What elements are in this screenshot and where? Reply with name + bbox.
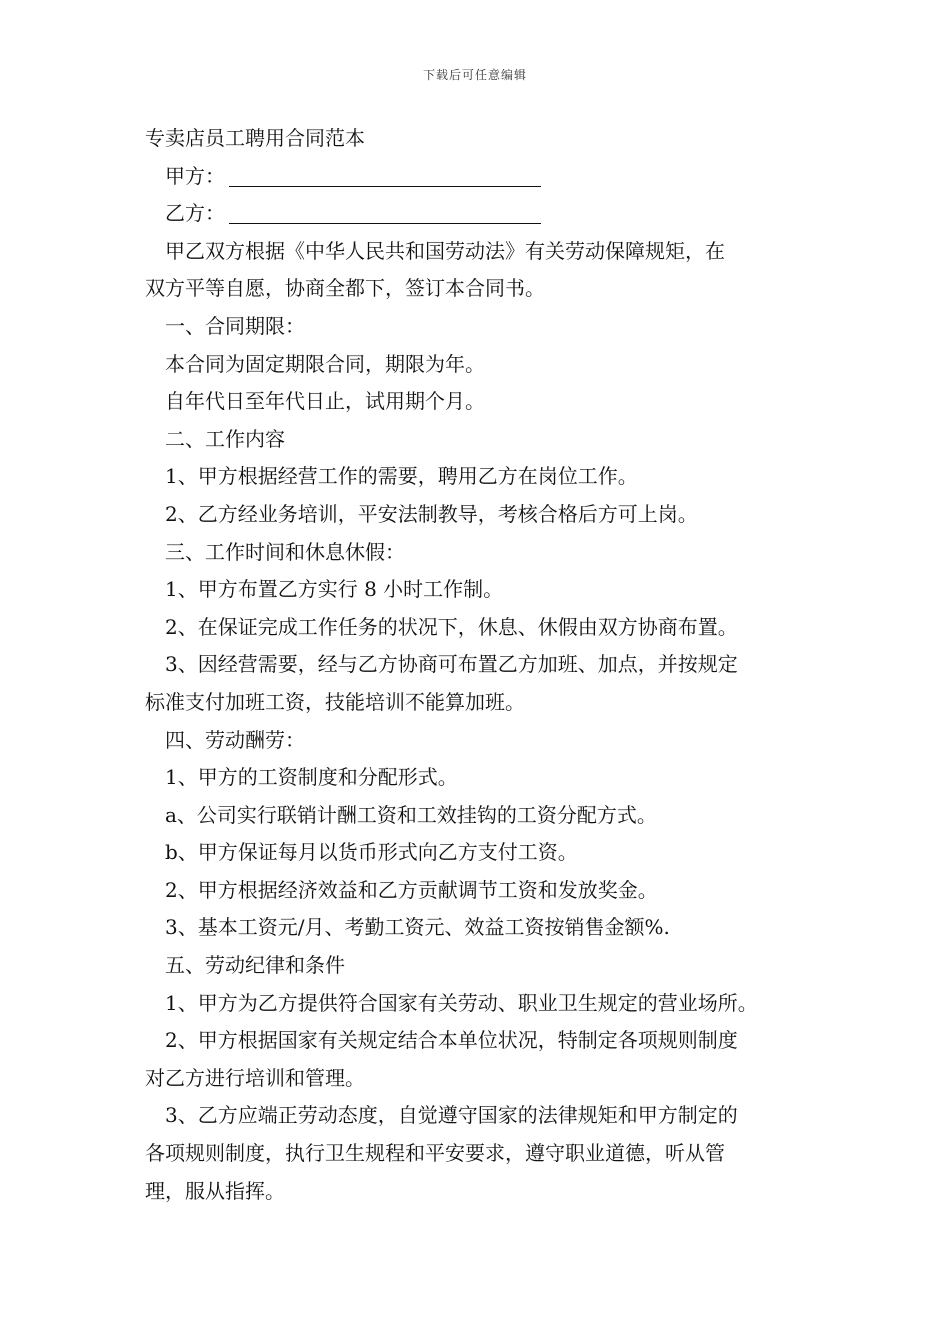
paragraph: 1、甲方为乙方提供符合国家有关劳动、职业卫生规定的营业场所。 — [165, 990, 758, 1015]
section-heading: 二、工作内容 — [165, 426, 285, 451]
party-a-label: 甲方： — [165, 163, 225, 188]
party-a-blank — [229, 162, 541, 187]
document-title: 专卖店员工聘用合同范本 — [145, 126, 365, 150]
paragraph-cont: 理，服从指挥。 — [145, 1178, 285, 1203]
paragraph: 2、乙方经业务培训，平安法制教导，考核合格后方可上岗。 — [165, 501, 698, 526]
section-heading: 四、劳动酬劳： — [165, 727, 305, 752]
paragraph: b、甲方保证每月以货币形式向乙方支付工资。 — [165, 840, 578, 865]
paragraph: 3、基本工资元/月、考勤工资元、效益工资按销售金额%. — [165, 915, 670, 940]
paragraph: 本合同为固定期限合同，期限为年。 — [165, 351, 485, 376]
paragraph: 2、甲方根据国家有关规定结合本单位状况，特制定各项规则制度 — [165, 1028, 738, 1053]
contract-body — [145, 120, 815, 1210]
paragraph: 1、甲方布置乙方实行 8 小时工作制。 — [165, 577, 504, 602]
party-a-line — [145, 158, 815, 196]
paragraph: a、公司实行联销计酬工资和工效挂钩的工资分配方式。 — [165, 802, 657, 827]
paragraph-cont: 标准支付加班工资，技能培训不能算加班。 — [145, 689, 525, 714]
paragraph: 2、在保证完成工作任务的状况下，休息、休假由双方协商布置。 — [165, 614, 738, 639]
paragraph: 3、乙方应端正劳动态度，自觉遵守国家的法律规矩和甲方制定的 — [165, 1103, 738, 1128]
paragraph-cont: 对乙方进行培训和管理。 — [145, 1065, 365, 1090]
paragraph: 1、甲方的工资制度和分配形式。 — [165, 765, 458, 790]
intro-paragraph-cont: 双方平等自愿，协商全都下，签订本合同书。 — [145, 276, 545, 301]
page-header: 下载后可任意编辑 — [422, 68, 527, 82]
section-heading: 一、合同期限： — [165, 313, 305, 338]
party-b-line — [145, 195, 815, 233]
paragraph: 2、甲方根据经济效益和乙方贡献调节工资和发放奖金。 — [165, 877, 658, 902]
intro-paragraph: 甲乙双方根据《中华人民共和国劳动法》有关劳动保障规矩，在 — [165, 238, 725, 263]
section-heading: 五、劳动纪律和条件 — [165, 953, 345, 978]
party-b-label: 乙方： — [165, 201, 225, 226]
paragraph-cont: 各项规则制度，执行卫生规程和平安要求，遵守职业道德，听从管 — [145, 1141, 725, 1166]
section-heading: 三、工作时间和休息休假： — [165, 539, 405, 564]
paragraph: 自年代日至年代日止，试用期个月。 — [165, 389, 485, 414]
party-b-blank — [229, 199, 541, 224]
paragraph: 3、因经营需要，经与乙方协商可布置乙方加班、加点，并按规定 — [165, 652, 738, 677]
paragraph: 1、甲方根据经营工作的需要，聘用乙方在岗位工作。 — [165, 464, 638, 489]
